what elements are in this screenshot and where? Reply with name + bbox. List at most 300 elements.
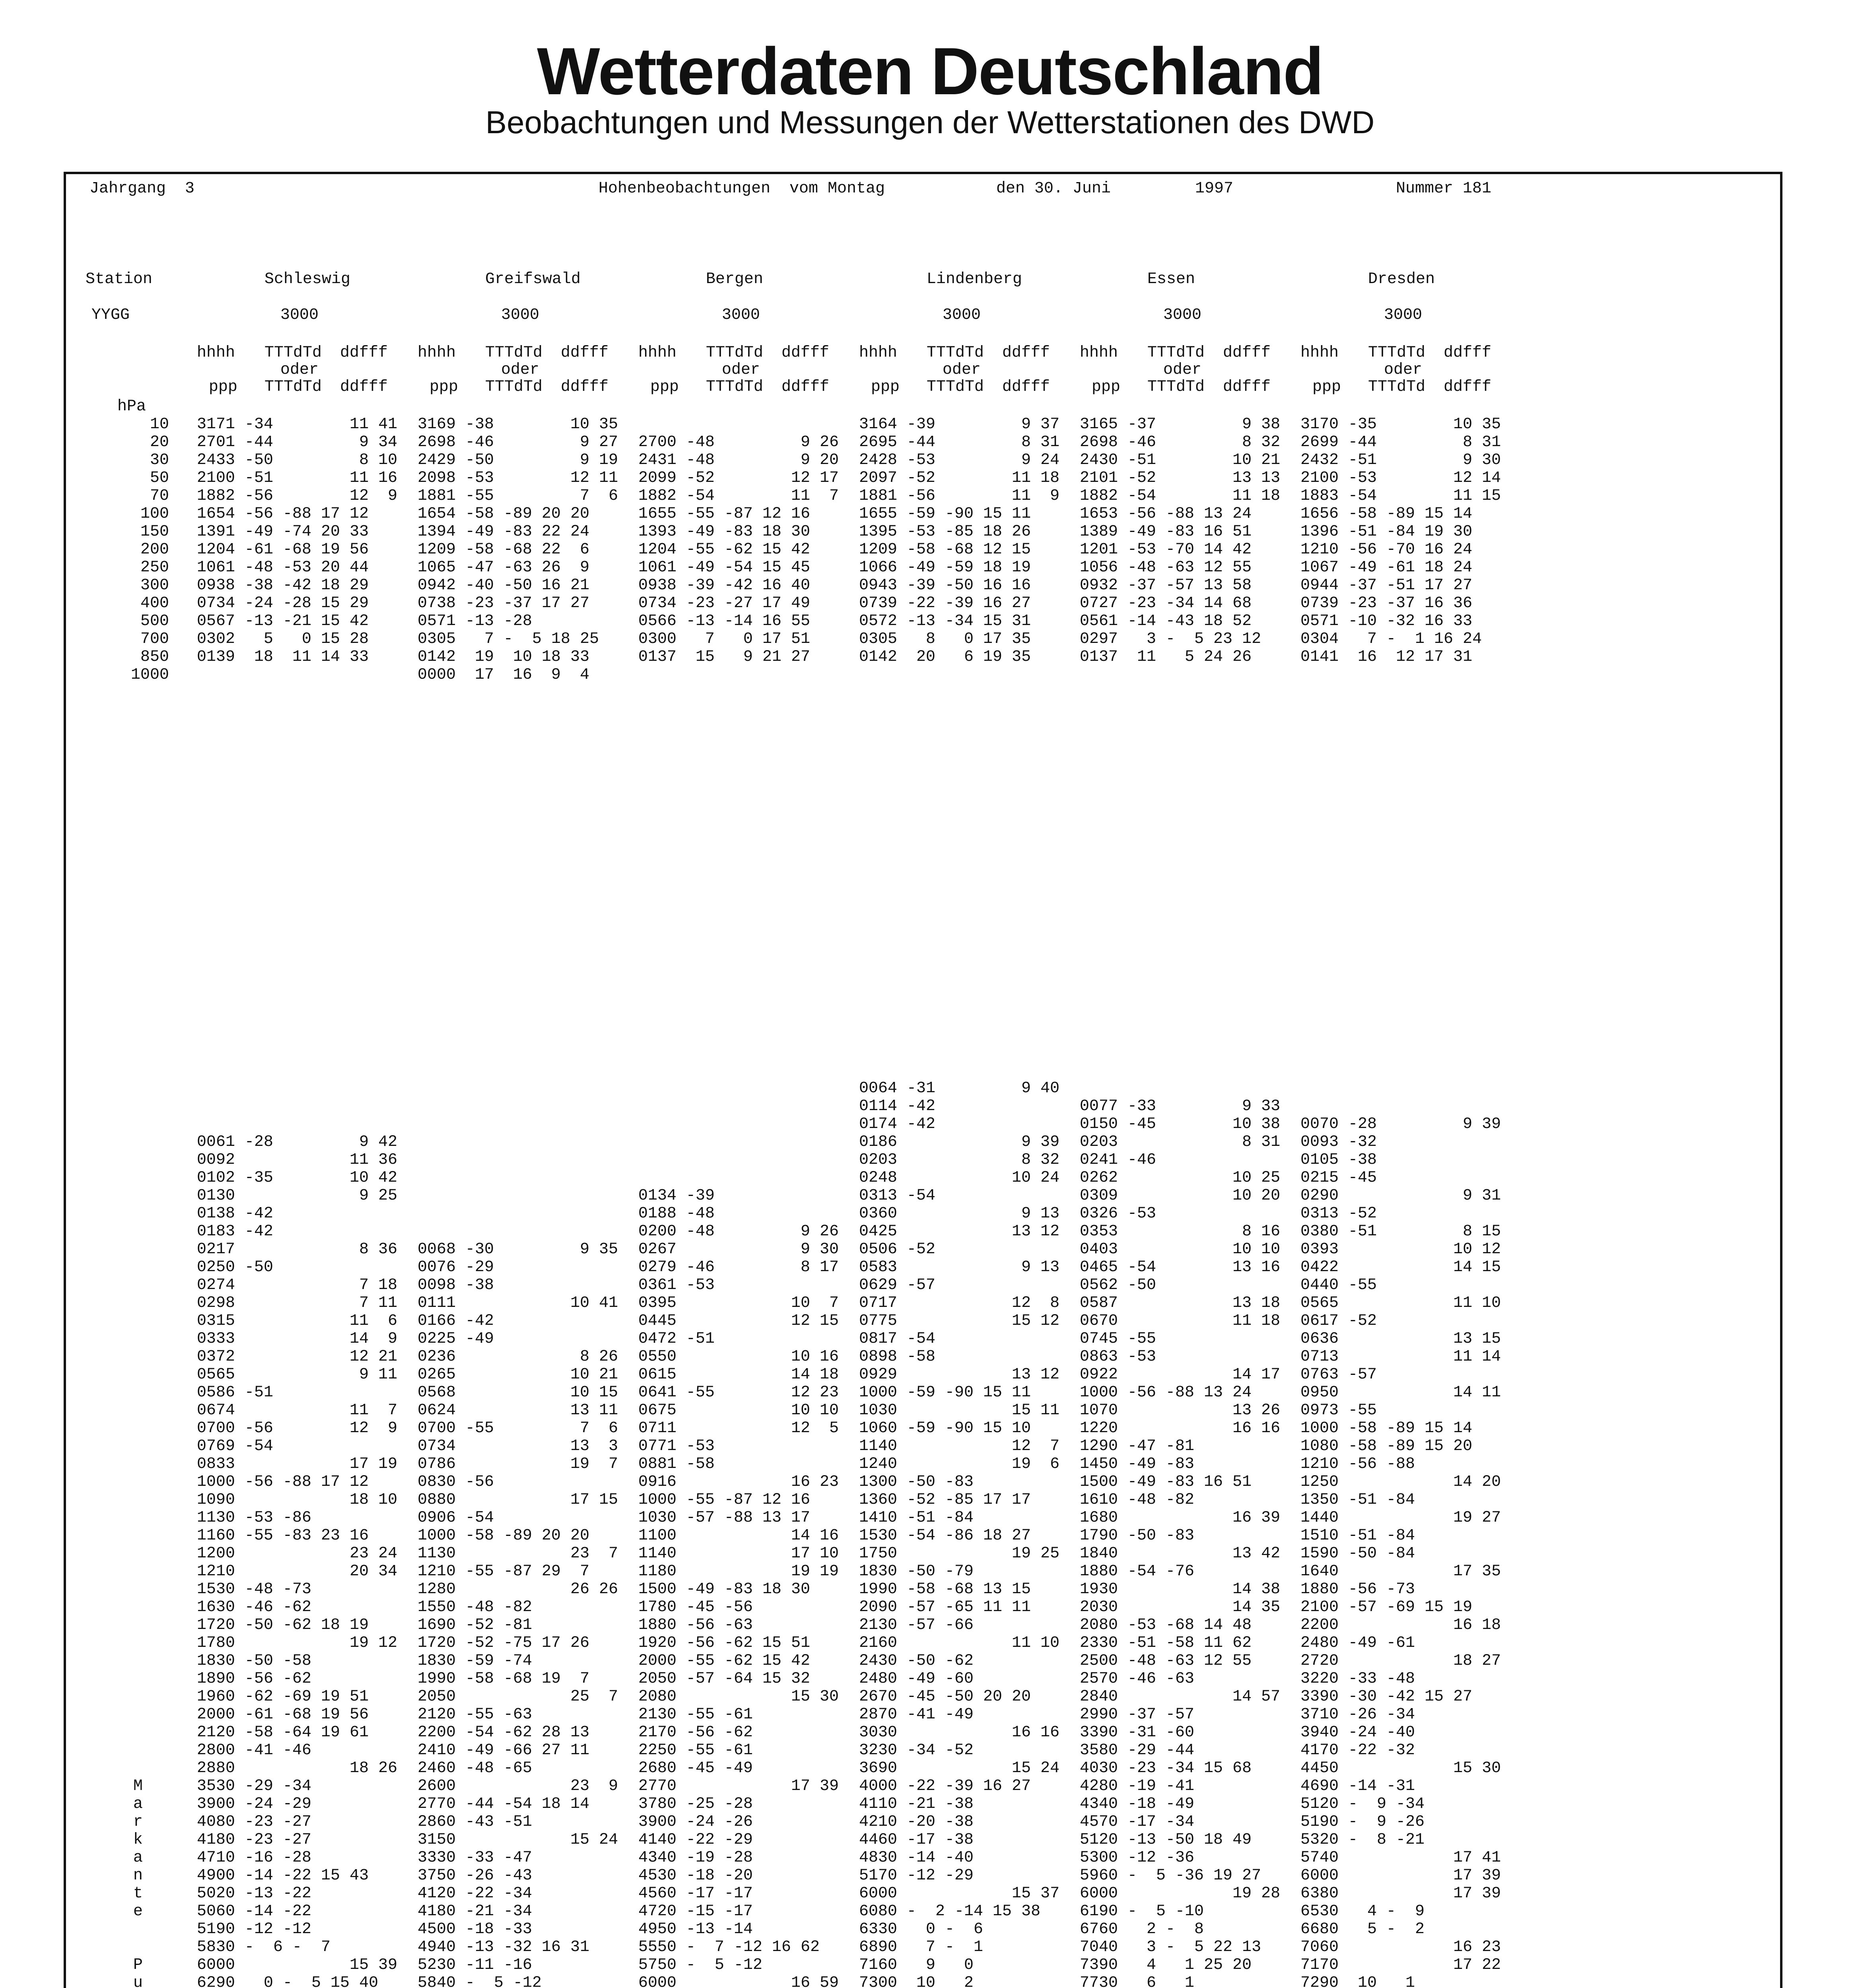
point-cell: 3900 -24 -26	[638, 1813, 753, 1831]
point-cell: 0200 -48 9 26	[638, 1223, 839, 1241]
point-cell: 0298 7 11	[197, 1294, 398, 1312]
level-cell: 2431 -48 9 20	[638, 451, 839, 469]
markante-punkte-letter: t	[133, 1885, 143, 1903]
station-name: Greifswald	[485, 270, 581, 288]
point-cell: 5020 -13 -22	[197, 1885, 312, 1903]
point-cell: 1830 -50 -58	[197, 1652, 312, 1670]
col-ddfff: ddfff	[781, 344, 830, 362]
level-cell: 2429 -50 9 19	[418, 451, 618, 469]
level-cell: 2430 -51 10 21	[1080, 451, 1281, 469]
point-cell: 0670 11 18	[1080, 1312, 1281, 1330]
station-name: Bergen	[706, 270, 764, 288]
markante-punkte-letter: r	[133, 1813, 143, 1831]
point-cell: 1610 -48 -82	[1080, 1491, 1195, 1509]
point-cell: 2880 18 26	[197, 1759, 398, 1777]
point-cell: 0472 -51	[638, 1330, 715, 1348]
masthead-subtitle: Beobachtungen und Messungen der Wetterstationen des DWD	[485, 105, 1375, 140]
point-cell: 2670 -45 -50 20 20	[859, 1688, 1031, 1706]
point-cell: 4830 -14 -40	[859, 1849, 974, 1867]
station-label: Station	[86, 270, 153, 288]
point-cell: 2000 -61 -68 19 56	[197, 1706, 369, 1724]
point-cell: 0465 -54 13 16	[1080, 1258, 1281, 1276]
point-cell: 2200 16 18	[1300, 1616, 1501, 1634]
point-cell: 0361 -53	[638, 1276, 715, 1294]
point-cell: 0077 -33 9 33	[1080, 1097, 1281, 1115]
level-cell: 1655 -59 -90 15 11	[859, 505, 1031, 523]
point-cell: 0068 -30 9 35	[418, 1241, 618, 1258]
markante-punkte-letter: u	[133, 1974, 143, 1988]
col-tttdtd: TTTdTd	[706, 378, 764, 396]
point-cell: 0675 10 10	[638, 1402, 839, 1419]
point-cell: 3030 16 16	[859, 1724, 1060, 1741]
point-cell: 2460 -48 -65	[418, 1759, 533, 1777]
point-cell: 4560 -17 -17	[638, 1885, 753, 1903]
point-cell: 7160 9 0	[859, 1956, 974, 1974]
point-cell: 0076 -29	[418, 1258, 494, 1276]
point-cell: 1060 -59 -90 15 10	[859, 1419, 1031, 1437]
point-cell: 1300 -50 -83	[859, 1473, 974, 1491]
level-cell: 0734 -24 -28 15 29	[197, 594, 369, 612]
level-label: 50	[150, 469, 169, 487]
level-cell: 0567 -13 -21 15 42	[197, 612, 369, 630]
point-cell: 0186 9 39	[859, 1133, 1060, 1151]
col-ddfff: ddfff	[1444, 378, 1492, 396]
level-label: 500	[140, 612, 169, 630]
level-cell: 2699 -44 8 31	[1300, 433, 1501, 451]
point-cell: 2410 -49 -66 27 11	[418, 1741, 590, 1759]
point-cell: 3940 -24 -40	[1300, 1724, 1415, 1741]
point-cell: 5230 -11 -16	[418, 1956, 533, 1974]
point-cell: 2500 -48 -63 12 55	[1080, 1652, 1252, 1670]
point-cell: 2080 15 30	[638, 1688, 839, 1706]
level-cell: 2097 -52 11 18	[859, 469, 1060, 487]
point-cell: 7170 17 22	[1300, 1956, 1501, 1974]
col-ppp: ppp	[430, 378, 459, 396]
col-ppp: ppp	[650, 378, 679, 396]
point-cell: 1000 -59 -90 15 11	[859, 1384, 1031, 1402]
point-cell: 6000 16 59	[638, 1974, 839, 1988]
point-cell: 1790 -50 -83	[1080, 1527, 1195, 1545]
level-cell: 1056 -48 -63 12 55	[1080, 559, 1252, 577]
point-cell: 0586 -51	[197, 1384, 274, 1402]
point-cell: 0565 11 10	[1300, 1294, 1501, 1312]
point-cell: 0174 -42	[859, 1115, 936, 1133]
point-cell: 0203 8 32	[859, 1151, 1060, 1169]
markante-punkte-letter: a	[133, 1795, 143, 1813]
point-cell: 0372 12 21	[197, 1348, 398, 1366]
point-cell: 0929 13 12	[859, 1366, 1060, 1384]
level-cell: 0000 17 16 9 4	[418, 666, 590, 684]
point-cell: 0624 13 11	[418, 1402, 618, 1419]
point-cell: 1070 13 26	[1080, 1402, 1281, 1419]
point-cell: 0906 -54	[418, 1509, 494, 1527]
col-ddfff: ddfff	[340, 344, 388, 362]
col-tttdtd: TTTdTd	[1368, 378, 1426, 396]
point-cell: 2480 -49 -60	[859, 1670, 974, 1688]
point-cell: 0950 14 11	[1300, 1384, 1501, 1402]
col-ddfff: ddfff	[1223, 378, 1271, 396]
station-yygg: 3000	[943, 306, 981, 324]
level-cell: 1209 -58 -68 12 15	[859, 541, 1031, 559]
point-cell: 2080 -53 -68 14 48	[1080, 1616, 1252, 1634]
hpa-label: hPa	[117, 398, 146, 415]
point-cell: 0262 10 25	[1080, 1169, 1281, 1187]
point-cell: 1690 -52 -81	[418, 1616, 533, 1634]
point-cell: 6080 - 2 -14 15 38	[859, 1903, 1041, 1920]
point-cell: 1890 -56 -62	[197, 1670, 312, 1688]
col-tttdtd: TTTdTd	[485, 344, 543, 362]
point-cell: 0313 -54	[859, 1187, 936, 1205]
col-ddfff: ddfff	[561, 378, 609, 396]
level-cell: 0141 16 12 17 31	[1300, 648, 1473, 666]
point-cell: 1550 -48 -82	[418, 1598, 533, 1616]
point-cell: 0568 10 15	[418, 1384, 618, 1402]
level-cell: 0304 7 - 1 16 24	[1300, 630, 1482, 648]
level-cell: 1396 -51 -84 19 30	[1300, 523, 1473, 541]
point-cell: 5190 - 9 -26	[1300, 1813, 1425, 1831]
point-cell: 6380 17 39	[1300, 1885, 1501, 1903]
level-cell: 1394 -49 -83 22 24	[418, 523, 590, 541]
point-cell: 0309 10 20	[1080, 1187, 1281, 1205]
yygg-label: YYGG	[91, 306, 130, 324]
level-cell: 0734 -23 -27 17 49	[638, 594, 810, 612]
point-cell: 1090 18 10	[197, 1491, 398, 1509]
level-cell: 0942 -40 -50 16 21	[418, 577, 590, 594]
level-cell: 1209 -58 -68 22 6	[418, 541, 590, 559]
point-cell: 1880 -56 -73	[1300, 1580, 1415, 1598]
col-ddfff: ddfff	[1444, 344, 1492, 362]
point-cell: 0098 -38	[418, 1276, 494, 1294]
point-cell: 1080 -58 -89 15 20	[1300, 1437, 1473, 1455]
point-cell: 1920 -56 -62 15 51	[638, 1634, 810, 1652]
point-cell: 3580 -29 -44	[1080, 1741, 1195, 1759]
point-cell: 6890 7 - 1	[859, 1938, 983, 1956]
point-cell: 0250 -50	[197, 1258, 274, 1276]
point-cell: 1500 -49 -83 18 30	[638, 1580, 810, 1598]
level-cell: 0572 -13 -34 15 31	[859, 612, 1031, 630]
point-cell: 0111 10 41	[418, 1294, 618, 1312]
col-ppp: ppp	[209, 378, 238, 396]
point-cell: 0114 -42	[859, 1097, 936, 1115]
level-cell: 1882 -54 11 7	[638, 487, 839, 505]
point-cell: 4080 -23 -27	[197, 1813, 312, 1831]
point-cell: 2160 11 10	[859, 1634, 1060, 1652]
level-cell: 1882 -54 11 18	[1080, 487, 1281, 505]
point-cell: 1130 23 7	[418, 1545, 618, 1563]
point-cell: 5320 - 8 -21	[1300, 1831, 1425, 1849]
point-cell: 0817 -54	[859, 1330, 936, 1348]
point-cell: 5830 - 6 - 7	[197, 1938, 331, 1956]
jahrgang: Jahrgang 3	[89, 180, 195, 198]
point-cell: 1100 14 16	[638, 1527, 839, 1545]
level-cell: 0739 -23 -37 16 36	[1300, 594, 1473, 612]
point-cell: 0064 -31 9 40	[859, 1079, 1060, 1097]
markante-punkte-letter: n	[133, 1867, 143, 1885]
col-tttdtd: TTTdTd	[485, 378, 543, 396]
point-cell: 0425 13 12	[859, 1223, 1060, 1241]
point-cell: 4210 -20 -38	[859, 1813, 974, 1831]
point-cell: 0833 17 19	[197, 1455, 398, 1473]
station-yygg: 3000	[722, 306, 760, 324]
point-cell: 3230 -34 -52	[859, 1741, 974, 1759]
point-cell: 1720 -52 -75 17 26	[418, 1634, 590, 1652]
point-cell: 1140 17 10	[638, 1545, 839, 1563]
point-cell: 0248 10 24	[859, 1169, 1060, 1187]
point-cell: 4120 -22 -34	[418, 1885, 533, 1903]
point-cell: 1830 -59 -74	[418, 1652, 533, 1670]
point-cell: 1140 12 7	[859, 1437, 1060, 1455]
point-cell: 0360 9 13	[859, 1205, 1060, 1223]
point-cell: 0393 10 12	[1300, 1241, 1501, 1258]
point-cell: 0236 8 26	[418, 1348, 618, 1366]
point-cell: 0880 17 15	[418, 1491, 618, 1509]
point-cell: 2130 -55 -61	[638, 1706, 753, 1724]
point-cell: 2800 -41 -46	[197, 1741, 312, 1759]
station-name: Essen	[1147, 270, 1195, 288]
col-oder: oder	[280, 361, 319, 379]
point-cell: 6330 0 - 6	[859, 1920, 983, 1938]
level-cell: 0137 11 5 24 26	[1080, 648, 1252, 666]
level-label: 400	[140, 594, 169, 612]
point-cell: 0313 -52	[1300, 1205, 1377, 1223]
level-cell: 0137 15 9 21 27	[638, 648, 810, 666]
point-cell: 0973 -55	[1300, 1402, 1377, 1419]
point-cell: 1210 20 34	[197, 1563, 398, 1580]
point-cell: 4940 -13 -32 16 31	[418, 1938, 590, 1956]
col-tttdtd: TTTdTd	[927, 378, 984, 396]
level-cell: 1061 -48 -53 20 44	[197, 559, 369, 577]
point-cell: 1750 19 25	[859, 1545, 1060, 1563]
col-ddfff: ddfff	[781, 378, 830, 396]
col-tttdtd: TTTdTd	[927, 344, 984, 362]
point-cell: 4900 -14 -22 15 43	[197, 1867, 369, 1885]
level-cell: 2698 -46 9 27	[418, 433, 618, 451]
level-cell: 0300 7 0 17 51	[638, 630, 810, 648]
col-tttdtd: TTTdTd	[264, 378, 322, 396]
point-cell: 4950 -13 -14	[638, 1920, 753, 1938]
point-cell: 2000 -55 -62 15 42	[638, 1652, 810, 1670]
point-cell: 1450 -49 -83	[1080, 1455, 1195, 1473]
markante-punkte-letter: M	[133, 1777, 143, 1795]
point-cell: 4110 -21 -38	[859, 1795, 974, 1813]
point-cell: 0092 11 36	[197, 1151, 398, 1169]
level-cell: 1201 -53 -70 14 42	[1080, 541, 1252, 559]
point-cell: 4570 -17 -34	[1080, 1813, 1195, 1831]
point-cell: 0506 -52	[859, 1241, 936, 1258]
point-cell: 1220 16 16	[1080, 1419, 1281, 1437]
level-cell: 1881 -55 7 6	[418, 487, 618, 505]
col-oder: oder	[722, 361, 760, 379]
level-cell: 1654 -56 -88 17 12	[197, 505, 369, 523]
point-cell: 0203 8 31	[1080, 1133, 1281, 1151]
point-cell: 3150 15 24	[418, 1831, 618, 1849]
col-tttdtd: TTTdTd	[1147, 344, 1205, 362]
point-cell: 0217 8 36	[197, 1241, 398, 1258]
level-cell: 1393 -49 -83 18 30	[638, 523, 810, 541]
point-cell: 3330 -33 -47	[418, 1849, 533, 1867]
point-cell: 0326 -53	[1080, 1205, 1156, 1223]
point-cell: 4180 -23 -27	[197, 1831, 312, 1849]
point-cell: 0070 -28 9 39	[1300, 1115, 1501, 1133]
station-yygg: 3000	[1384, 306, 1423, 324]
level-cell: 0571 -13 -28	[418, 612, 533, 630]
level-cell: 0305 7 - 5 18 25	[418, 630, 599, 648]
col-tttdtd: TTTdTd	[1368, 344, 1426, 362]
col-oder: oder	[1384, 361, 1423, 379]
level-cell: 0932 -37 -57 13 58	[1080, 577, 1252, 594]
level-label: 300	[140, 577, 169, 594]
point-cell: 0830 -56	[418, 1473, 494, 1491]
level-cell: 0739 -22 -39 16 27	[859, 594, 1031, 612]
point-cell: 2330 -51 -58 11 62	[1080, 1634, 1252, 1652]
level-cell: 1655 -55 -87 12 16	[638, 505, 810, 523]
point-cell: 0102 -35 10 42	[197, 1169, 398, 1187]
point-cell: 5120 -13 -50 18 49	[1080, 1831, 1252, 1849]
level-cell: 3170 -35 10 35	[1300, 415, 1501, 433]
point-cell: 1780 -45 -56	[638, 1598, 753, 1616]
level-label: 700	[140, 630, 169, 648]
point-cell: 0440 -55	[1300, 1276, 1377, 1294]
point-cell: 0881 -58	[638, 1455, 715, 1473]
col-ddfff: ddfff	[1002, 378, 1050, 396]
point-cell: 5300 -12 -36	[1080, 1849, 1195, 1867]
point-cell: 2050 -57 -64 15 32	[638, 1670, 810, 1688]
point-cell: 0700 -56 12 9	[197, 1419, 398, 1437]
level-cell: 1204 -61 -68 19 56	[197, 541, 369, 559]
point-cell: 0093 -32	[1300, 1133, 1377, 1151]
point-cell: 0315 11 6	[197, 1312, 398, 1330]
point-cell: 4140 -22 -29	[638, 1831, 753, 1849]
level-label: 200	[140, 541, 169, 559]
station-yygg: 3000	[280, 306, 319, 324]
point-cell: 1360 -52 -85 17 17	[859, 1491, 1031, 1509]
point-cell: 2250 -55 -61	[638, 1741, 753, 1759]
col-ppp: ppp	[1312, 378, 1341, 396]
station-name: Schleswig	[264, 270, 351, 288]
point-cell: 2430 -50 -62	[859, 1652, 974, 1670]
level-cell: 2101 -52 13 13	[1080, 469, 1281, 487]
point-cell: 0183 -42	[197, 1223, 274, 1241]
point-cell: 0711 12 5	[638, 1419, 839, 1437]
point-cell: 2100 -57 -69 15 19	[1300, 1598, 1473, 1616]
point-cell: 0863 -53	[1080, 1348, 1156, 1366]
col-ppp: ppp	[1092, 378, 1121, 396]
point-cell: 4690 -14 -31	[1300, 1777, 1415, 1795]
level-cell: 2098 -53 12 11	[418, 469, 618, 487]
level-cell: 2701 -44 9 34	[197, 433, 398, 451]
point-cell: 1240 19 6	[859, 1455, 1060, 1473]
point-cell: 4280 -19 -41	[1080, 1777, 1195, 1795]
point-cell: 1000 -58 -89 15 14	[1300, 1419, 1473, 1437]
point-cell: 6680 5 - 2	[1300, 1920, 1425, 1938]
level-cell: 0566 -13 -14 16 55	[638, 612, 810, 630]
level-cell: 0727 -23 -34 14 68	[1080, 594, 1252, 612]
level-cell: 1065 -47 -63 26 9	[418, 559, 590, 577]
level-cell: 1061 -49 -54 15 45	[638, 559, 810, 577]
point-cell: 5740 17 41	[1300, 1849, 1501, 1867]
point-cell: 2030 14 35	[1080, 1598, 1281, 1616]
point-cell: 3390 -31 -60	[1080, 1724, 1195, 1741]
point-cell: 5840 - 5 -12	[418, 1974, 542, 1988]
report-heading: Hohenbeobachtungen vom Montag	[599, 180, 885, 198]
point-cell: 0445 12 15	[638, 1312, 839, 1330]
point-cell: 0562 -50	[1080, 1276, 1156, 1294]
level-cell: 0943 -39 -50 16 16	[859, 577, 1031, 594]
point-cell: 5550 - 7 -12 16 62	[638, 1938, 820, 1956]
point-cell: 1180 19 19	[638, 1563, 839, 1580]
point-cell: 0279 -46 8 17	[638, 1258, 839, 1276]
point-cell: 0636 13 15	[1300, 1330, 1501, 1348]
point-cell: 7390 4 1 25 20	[1080, 1956, 1252, 1974]
point-cell: 4000 -22 -39 16 27	[859, 1777, 1031, 1795]
point-cell: 0380 -51 8 15	[1300, 1223, 1501, 1241]
report-number: Nummer 181	[1396, 180, 1492, 198]
col-hhhh: hhhh	[418, 344, 456, 362]
point-cell: 1960 -62 -69 19 51	[197, 1688, 369, 1706]
point-cell: 1840 13 42	[1080, 1545, 1281, 1563]
point-cell: 6000 15 37	[859, 1885, 1060, 1903]
point-cell: 0617 -52	[1300, 1312, 1377, 1330]
point-cell: 1830 -50 -79	[859, 1563, 974, 1580]
point-cell: 2120 -55 -63	[418, 1706, 533, 1724]
point-cell: 1630 -46 -62	[197, 1598, 312, 1616]
point-cell: 0422 14 15	[1300, 1258, 1501, 1276]
point-cell: 3690 15 24	[859, 1759, 1060, 1777]
level-cell: 2433 -50 8 10	[197, 451, 398, 469]
point-cell: 3390 -30 -42 15 27	[1300, 1688, 1473, 1706]
station-yygg: 3000	[501, 306, 540, 324]
level-cell: 2695 -44 8 31	[859, 433, 1060, 451]
point-cell: 4720 -15 -17	[638, 1903, 753, 1920]
level-cell: 1067 -49 -61 18 24	[1300, 559, 1473, 577]
station-name: Dresden	[1368, 270, 1435, 288]
level-cell: 0738 -23 -37 17 27	[418, 594, 590, 612]
point-cell: 6000 15 39	[197, 1956, 398, 1974]
point-cell: 2050 25 7	[418, 1688, 618, 1706]
point-cell: 1030 15 11	[859, 1402, 1060, 1419]
point-cell: 2840 14 57	[1080, 1688, 1281, 1706]
point-cell: 1030 -57 -88 13 17	[638, 1509, 810, 1527]
point-cell: 0290 9 31	[1300, 1187, 1501, 1205]
level-cell: 0302 5 0 15 28	[197, 630, 369, 648]
level-cell: 3165 -37 9 38	[1080, 415, 1281, 433]
point-cell: 5170 -12 -29	[859, 1867, 974, 1885]
point-cell: 6190 - 5 -10	[1080, 1903, 1204, 1920]
point-cell: 4710 -16 -28	[197, 1849, 312, 1867]
level-cell: 3171 -34 11 41	[197, 415, 398, 433]
point-cell: 1440 19 27	[1300, 1509, 1501, 1527]
point-cell: 3710 -26 -34	[1300, 1706, 1415, 1724]
point-cell: 4180 -21 -34	[418, 1903, 533, 1920]
markante-punkte-letter: P	[133, 1956, 143, 1974]
point-cell: 0629 -57	[859, 1276, 936, 1294]
point-cell: 1990 -58 -68 19 7	[418, 1670, 590, 1688]
point-cell: 0215 -45	[1300, 1169, 1377, 1187]
col-ddfff: ddfff	[1223, 344, 1271, 362]
level-cell: 0142 20 6 19 35	[859, 648, 1031, 666]
col-tttdtd: TTTdTd	[706, 344, 764, 362]
point-cell: 2770 17 39	[638, 1777, 839, 1795]
col-hhhh: hhhh	[1300, 344, 1339, 362]
point-cell: 0166 -42	[418, 1312, 494, 1330]
level-label: 150	[140, 523, 169, 541]
level-cell: 2100 -53 12 14	[1300, 469, 1501, 487]
level-cell: 1656 -58 -89 15 14	[1300, 505, 1473, 523]
point-cell: 0771 -53	[638, 1437, 715, 1455]
point-cell: 0674 11 7	[197, 1402, 398, 1419]
point-cell: 1000 -55 -87 12 16	[638, 1491, 810, 1509]
point-cell: 0713 11 14	[1300, 1348, 1501, 1366]
